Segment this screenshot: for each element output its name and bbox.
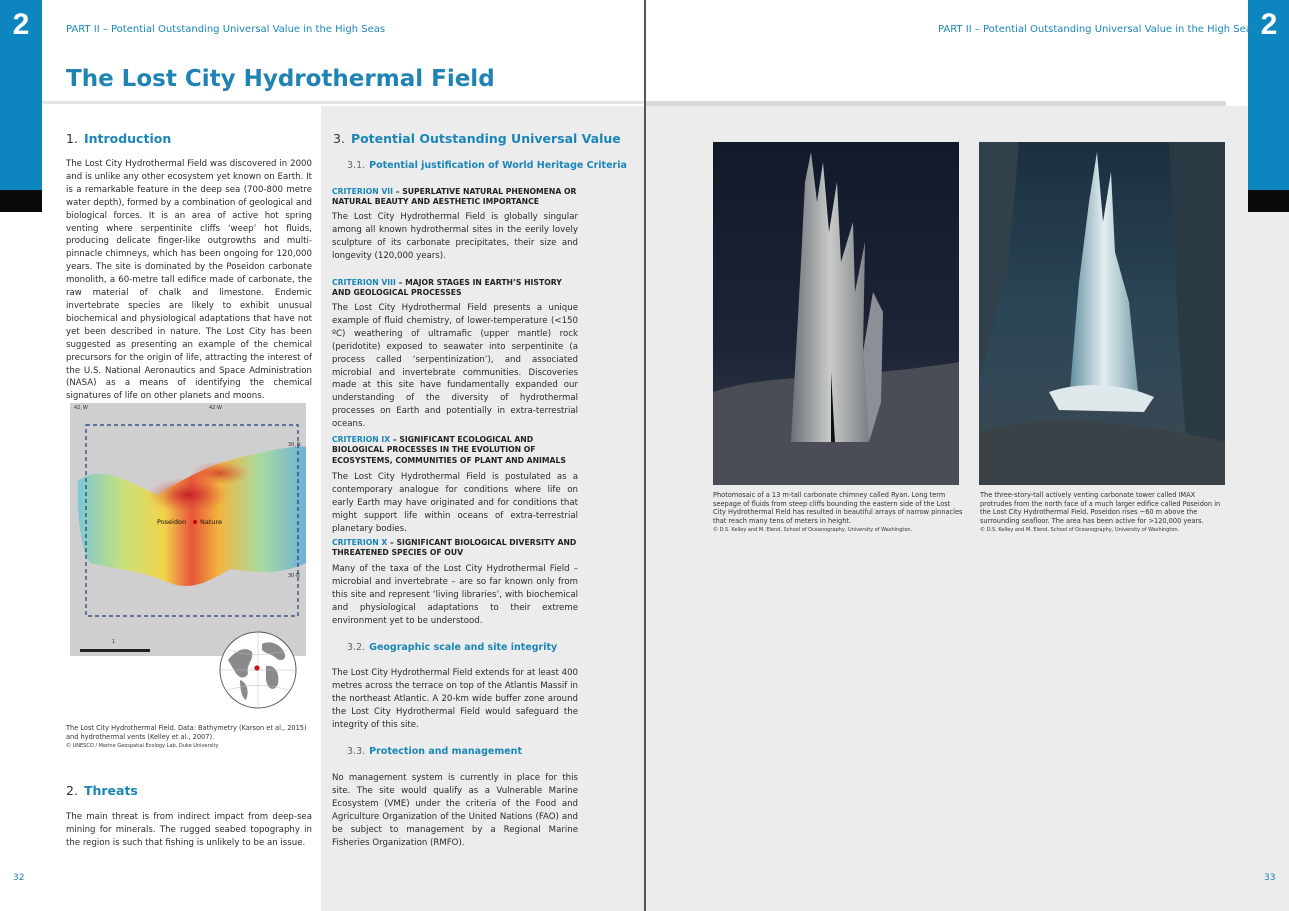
map-label-poseidon: Poseidon	[157, 518, 187, 526]
section-number: 2.	[66, 783, 78, 798]
criterion-code: CRITERION X	[332, 538, 388, 547]
photo1-credit: © D.S. Kelley and M. Elend, School of Oceanography, University of Washington.	[713, 527, 913, 534]
photo2-credit: © D.S. Kelley and M. Elend, School of Oceanography, University of Washington.	[980, 527, 1180, 534]
criterion-title: – MAJOR STAGES IN EARTH’S HISTORY AND GEOLOGICAL PROCESSES	[332, 278, 562, 298]
criterion-vii-heading	[332, 187, 578, 208]
criterion-ix-text: The Lost City Hydrothermal Field is postulated as a contemporary analogue for conditions where life on early Earth may have originated and for conditions that might support life within oceans of extra-terrestrial planetary bodies.	[332, 472, 578, 534]
criterion-x-text: Many of the taxa of the Lost City Hydrothermal Field – microbial and invertebrate – are so far known only from this site and represent ‘living libraries’, with biochemical and physiological adaptations to their extreme environment yet to be understood.	[332, 564, 578, 626]
subsection-title: Protection and management	[369, 746, 522, 757]
photo-imax-tower	[979, 142, 1225, 485]
criterion-code: CRITERION IX	[332, 435, 391, 444]
running-head-left: PART II – Potential Outstanding Universal Value in the High Seas	[66, 24, 386, 35]
section-heading-introduction	[66, 131, 171, 146]
photo-ryan-chimney	[713, 142, 959, 485]
subsection-number: 3.2.	[347, 642, 366, 653]
chapter-number: 2	[12, 8, 30, 41]
photo1-caption-text: Photomosaic of a 13 m-tall carbonate chimney called Ryan. Long term seepage of fluids from steep cliffs bounding the eastern side of the Lost City Hydrothermal Field has resulted in beautiful arrays of narrow pinnacles that reach many tens of meters in height.	[713, 491, 963, 525]
section-title: Introduction	[83, 131, 172, 146]
criterion-ix-heading	[332, 435, 578, 466]
criterion-code: CRITERION VII	[332, 187, 394, 196]
subsection-number: 3.1.	[347, 160, 366, 171]
subsection-heading-protection	[347, 746, 522, 757]
chapter-tab-left	[0, 0, 42, 190]
bathymetry-map	[70, 403, 306, 656]
subsection-heading-geographic	[347, 642, 557, 653]
threats-text: The main threat is from indirect impact from deep-sea mining for minerals. The rugged seabed topography in the region is such that fishing is unlikely to be an issue.	[66, 812, 312, 848]
protection-text: No management system is currently in place for this site. The site would qualify as a Vulnerable Marine Ecosystem (VME) under the criteria of the Food and Agriculture Organization of the United Nations (FAO) and be subject to management by a Regional Marine Fisheries Organization (RMFO).	[332, 773, 578, 848]
section-number: 1.	[66, 131, 78, 146]
map-lat-top: 30¸N	[288, 442, 301, 448]
chapter-tab-black-right	[1248, 190, 1289, 212]
map-lat-bottom: 30·N	[288, 573, 300, 579]
map-scale-label: 1	[112, 639, 116, 645]
chapter-tab-black-left	[0, 190, 42, 212]
chapter-number: 2	[1260, 8, 1278, 41]
map-label-nature: Nature	[200, 518, 223, 526]
map-credit: © UNESCO / Marine Geospatial Ecology Lab, Duke University	[66, 743, 219, 750]
title-rule-right	[646, 101, 1226, 106]
globe-inset	[218, 630, 298, 710]
subsection-heading-criteria	[347, 160, 627, 171]
criterion-vii-text: The Lost City Hydrothermal Field is globally singular among all known hydrothermal sites in the eerily lovely sculpture of its carbonate precipitates, their size and longevity (120,000 years).	[332, 212, 578, 261]
section-number: 3.	[333, 131, 345, 146]
photo1-caption	[713, 491, 963, 535]
page-title: The Lost City Hydrothermal Field	[66, 66, 495, 92]
section-title: Potential Outstanding Universal Value	[350, 131, 621, 146]
criterion-viii-text: The Lost City Hydrothermal Field presents a unique example of fluid chemistry, of lower-temperature (<150 ºC) weathering of ultramafic (upper mantle) rock (peridotite) exposed to seawater into serpentinite (a process called ‘serpentinization’), and associated microbial and invertebrate communities. Discoveries made at this site have fundamentally expanded our understanding of the diversity of hydrothermal processes on Earth and potentially in extra-terrestrial oceans.	[332, 303, 578, 430]
map-caption	[66, 724, 316, 751]
page-number-left: 32	[13, 873, 25, 883]
subsection-title: Potential justification of World Heritage Criteria	[369, 160, 627, 171]
criterion-title: – SUPERLATIVE NATURAL PHENOMENA OR NATURAL BEAUTY AND AESTHETIC IMPORTANCE	[332, 187, 577, 207]
photo2-caption-text: The three-story-tall actively venting carbonate tower called IMAX protrudes from the north face of a much larger edifice called Poseidon in the Lost City Hydrothermal Field. Poseidon rises ~60 m above the surrounding seafloor. The area has been active for >120,000 years.	[980, 491, 1221, 525]
criterion-x-heading	[332, 538, 578, 559]
map-lon-right: 42·W	[209, 405, 222, 411]
subsection-number: 3.3.	[347, 746, 366, 757]
subsection-title: Geographic scale and site integrity	[369, 642, 558, 653]
criterion-title: – SIGNIFICANT ECOLOGICAL AND BIOLOGICAL PROCESSES IN THE EVOLUTION OF ECOSYSTEMS, COMMUNITIES OF PLANT AND ANIMALS	[332, 435, 566, 465]
section-heading-ouv	[333, 131, 621, 146]
criterion-viii-heading	[332, 278, 578, 299]
book-spine	[644, 0, 646, 911]
section-title: Threats	[83, 783, 138, 798]
geographic-text: The Lost City Hydrothermal Field extends for at least 400 metres across the terrace on top of the Atlantis Massif in the northeast Atlantic. A 20-km wide buffer zone around the Lost City Hydrothermal Field would safeguard the integrity of this site.	[332, 668, 579, 730]
criterion-code: CRITERION VIII	[332, 278, 396, 287]
running-head-right: PART II – Potential Outstanding Universal Value in the High Seas	[938, 24, 1258, 35]
map-caption-text: The Lost City Hydrothermal Field. Data: Bathymetry (Karson et al., 2015) and hydrothermal vents (Kelley et al., 2007).	[66, 724, 307, 741]
title-rule	[0, 101, 644, 104]
page-number-right: 33	[1264, 873, 1276, 883]
photo2-caption	[980, 491, 1228, 535]
section-heading-threats	[66, 783, 138, 798]
introduction-text: The Lost City Hydrothermal Field was discovered in 2000 and is unlike any other ecosystem yet known on Earth. It is a remarkable feature in the deep sea (700-800 metre water depth), formed by a combination of geological and biological forces. It is an area of active hot spring venting where serpentinite cliffs ‘weep’ hot fluids, producing delicate finger-like outgrowths and multi-pinnacle chimneys, which has been ongoing for 120,000 years. The site is dominated by the Poseidon carbonate monolith, a 60-metre tall edifice made of carbonate, the raw material of chalk and limestone. Endemic invertebrate species are likely to exhibit unusual biochemical and physiological adaptations that have not yet been described in nature. The Lost City has been suggested as presenting an example of the chemical precursors for the origin of life, attracting the interest of the U.S. National Aeronautics and Space Administration (NASA) as a means of identifying the chemical signatures of life on other planets and moons.	[66, 159, 312, 402]
criterion-title: – SIGNIFICANT BIOLOGICAL DIVERSITY AND THREATENED SPECIES OF OUV	[332, 538, 577, 558]
map-lon-left: 42¸W	[74, 405, 88, 411]
